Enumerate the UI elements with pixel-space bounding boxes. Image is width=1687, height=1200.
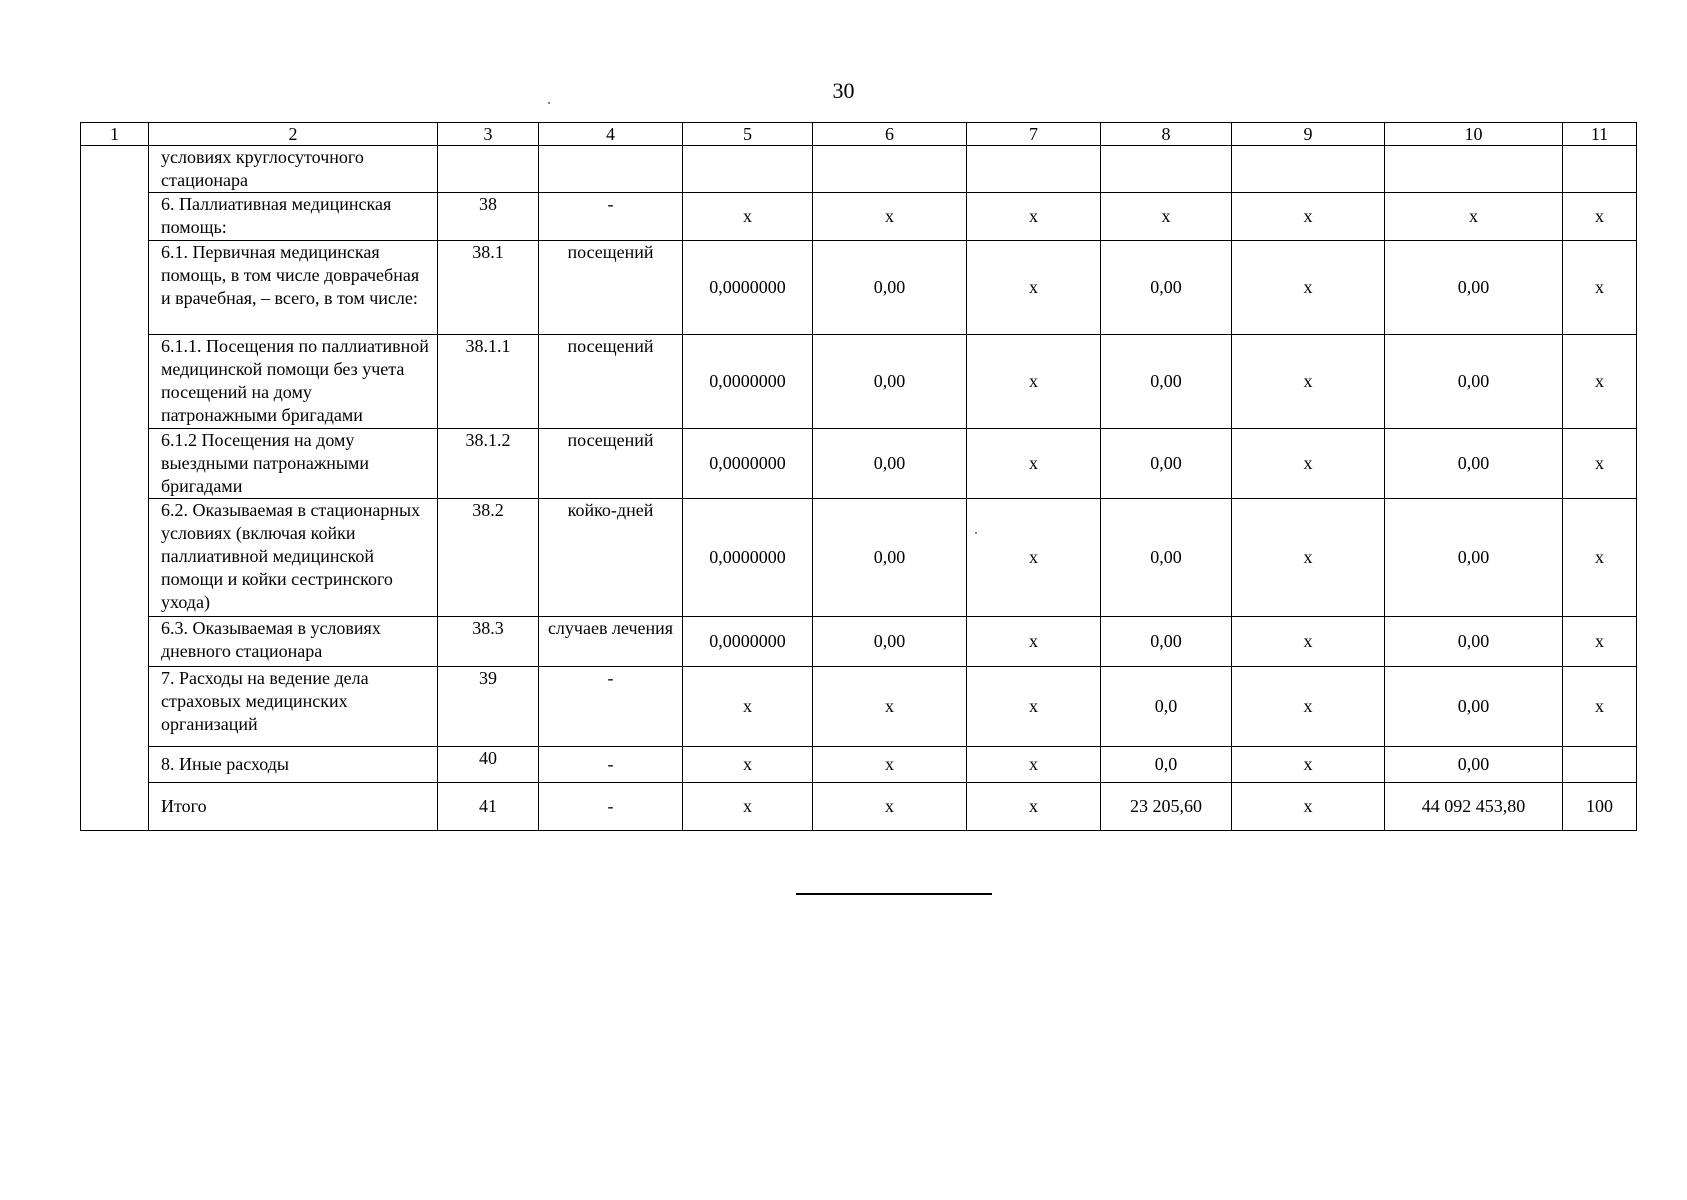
row-value: 0,00 — [1101, 241, 1232, 335]
row-code — [438, 146, 539, 193]
column-number: 4 — [539, 123, 683, 146]
row-value: 0,00 — [1101, 499, 1232, 617]
row-unit: - — [539, 667, 683, 747]
table-row — [81, 335, 1637, 429]
row-value: х — [1101, 193, 1232, 241]
row-value: 0,0 — [1101, 747, 1232, 783]
row-value: х — [967, 241, 1101, 335]
row-value: х — [1232, 783, 1385, 831]
row-value: х — [1232, 429, 1385, 499]
row-value: х — [1385, 193, 1563, 241]
row-value: х — [1232, 499, 1385, 617]
row-value: х — [967, 499, 1101, 617]
row-name: 8. Иные расходы — [149, 747, 438, 783]
row-value: х — [813, 667, 967, 747]
table-row — [81, 241, 1637, 335]
row-name: 6.1. Первичная медицинская помощь, в том числе доврачебная и врачебная, – всего, в том числе: — [149, 241, 438, 335]
row-value: х — [1563, 335, 1637, 429]
row-value: х — [1563, 429, 1637, 499]
column-number: 10 — [1385, 123, 1563, 146]
table-row — [81, 429, 1637, 499]
row-code: 38.3 — [438, 617, 539, 667]
column-number: 1 — [81, 123, 149, 146]
row-value: 0,00 — [1385, 241, 1563, 335]
row-value: 0,0000000 — [683, 499, 813, 617]
column-number: 6 — [813, 123, 967, 146]
row-name: 6.1.1. Посещения по паллиативной медицинской помощи без учета посещений на дому патронажными бригадами — [149, 335, 438, 429]
row-value: х — [1232, 193, 1385, 241]
column-number: 9 — [1232, 123, 1385, 146]
row-unit: случаев лечения — [539, 617, 683, 667]
row-code: 40 — [438, 747, 539, 783]
row-value: 0,00 — [1101, 617, 1232, 667]
column-number: 3 — [438, 123, 539, 146]
row-value: 0,0000000 — [683, 241, 813, 335]
row-value: 0,00 — [813, 429, 967, 499]
total-percent: 100 — [1563, 783, 1637, 831]
row-value: х — [813, 193, 967, 241]
row-value: 0,00 — [1385, 429, 1563, 499]
row-value: 0,0000000 — [683, 429, 813, 499]
row-value: 0,00 — [813, 335, 967, 429]
row-number-cell — [81, 146, 149, 831]
row-value: х — [1563, 241, 1637, 335]
row-value — [683, 146, 813, 193]
row-value — [1232, 146, 1385, 193]
table-row — [81, 499, 1637, 617]
column-number-row — [81, 123, 1637, 146]
row-value — [1563, 747, 1637, 783]
row-value: х — [967, 617, 1101, 667]
row-value: х — [683, 667, 813, 747]
row-value: х — [967, 335, 1101, 429]
table-row — [81, 193, 1637, 241]
row-code: 41 — [438, 783, 539, 831]
expenses-table — [80, 122, 1637, 831]
row-code: 39 — [438, 667, 539, 747]
row-value: х — [813, 783, 967, 831]
row-code: 38.2 — [438, 499, 539, 617]
row-unit: посещений — [539, 241, 683, 335]
row-code: 38.1 — [438, 241, 539, 335]
row-name: 6.2. Оказываемая в стационарных условиях (включая койки паллиативной медицинской помощи и койки сестринского ухода) — [149, 499, 438, 617]
row-code: 38 — [438, 193, 539, 241]
row-code: 38.1.1 — [438, 335, 539, 429]
row-value: 0,0 — [1101, 667, 1232, 747]
row-name: условиях круглосуточного стационара — [149, 146, 438, 193]
row-value — [1385, 146, 1563, 193]
row-unit: - — [539, 783, 683, 831]
row-value: х — [1563, 499, 1637, 617]
row-unit: койко-дней — [539, 499, 683, 617]
row-value: х — [1232, 667, 1385, 747]
row-value: х — [683, 193, 813, 241]
row-value: х — [683, 783, 813, 831]
total-label: Итого — [149, 783, 438, 831]
row-value: 0,00 — [1101, 429, 1232, 499]
total-value: 44 092 453,80 — [1385, 783, 1563, 831]
table-row — [81, 617, 1637, 667]
row-value: х — [1563, 193, 1637, 241]
scan-speck — [548, 102, 550, 104]
table-row — [81, 146, 1637, 193]
total-value: 23 205,60 — [1101, 783, 1232, 831]
row-value: х — [1232, 335, 1385, 429]
table-row — [81, 747, 1637, 783]
row-unit: посещений — [539, 429, 683, 499]
row-value: х — [967, 193, 1101, 241]
row-value — [1101, 146, 1232, 193]
row-value: х — [683, 747, 813, 783]
row-value: 0,00 — [1101, 335, 1232, 429]
row-name: 6.3. Оказываемая в условиях дневного стационара — [149, 617, 438, 667]
row-value — [967, 146, 1101, 193]
row-unit — [539, 146, 683, 193]
row-value: х — [1232, 617, 1385, 667]
row-value: х — [1232, 241, 1385, 335]
row-value: 0,00 — [1385, 499, 1563, 617]
row-name: 6. Паллиативная медицинская помощь: — [149, 193, 438, 241]
column-number: 11 — [1563, 123, 1637, 146]
column-number: 5 — [683, 123, 813, 146]
row-value: 0,00 — [1385, 667, 1563, 747]
row-value: х — [967, 747, 1101, 783]
row-value: 0,00 — [813, 617, 967, 667]
column-number: 2 — [149, 123, 438, 146]
row-unit: - — [539, 747, 683, 783]
row-code: 38.1.2 — [438, 429, 539, 499]
page-number: 30 — [832, 78, 855, 103]
row-unit: - — [539, 193, 683, 241]
row-value: х — [1232, 747, 1385, 783]
row-value: 0,0000000 — [683, 617, 813, 667]
row-value: 0,00 — [813, 241, 967, 335]
column-number: 7 — [967, 123, 1101, 146]
row-value: х — [967, 429, 1101, 499]
row-value: х — [1563, 667, 1637, 747]
row-name: 7. Расходы на ведение дела страховых медицинских организаций — [149, 667, 438, 747]
row-value — [813, 146, 967, 193]
row-value: 0,0000000 — [683, 335, 813, 429]
row-value: х — [967, 783, 1101, 831]
row-name: 6.1.2 Посещения на дому выездными патронажными бригадами — [149, 429, 438, 499]
total-row — [81, 783, 1637, 831]
row-value: х — [967, 667, 1101, 747]
row-value: х — [813, 747, 967, 783]
row-unit: посещений — [539, 335, 683, 429]
row-value: 0,00 — [813, 499, 967, 617]
row-value: 0,00 — [1385, 617, 1563, 667]
row-value — [1563, 146, 1637, 193]
end-of-document-line — [796, 893, 992, 895]
column-number: 8 — [1101, 123, 1232, 146]
row-value: 0,00 — [1385, 335, 1563, 429]
row-value: 0,00 — [1385, 747, 1563, 783]
row-value: х — [1563, 617, 1637, 667]
table-row — [81, 667, 1637, 747]
